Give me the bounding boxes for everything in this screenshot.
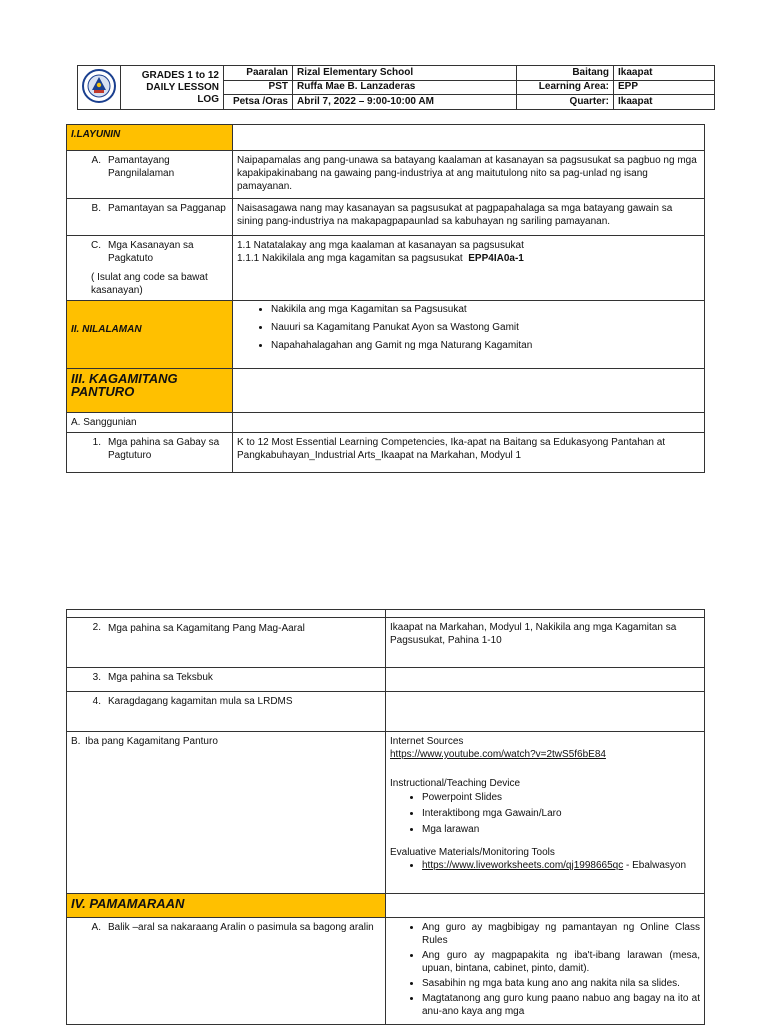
row-3-num: 3.: [92, 672, 101, 683]
list-item: • Interaktibong mga Gawain/Laro: [422, 807, 700, 820]
row-a-content: Naipapamalas ang pang-unawa sa batayang kaalaman at kasanayan sa pagsusukat sa pagbuo ng mga kapakipakinabang na gawaing pang-industriya at ang maitutulong nito sa pag-unlad ng isang pamayanan.: [233, 151, 705, 199]
grades-cell: [121, 66, 224, 110]
row-b-num: B.: [71, 736, 81, 747]
date-label: Petsa /Oras: [224, 95, 293, 110]
row-2-text: Mga pahina sa Kagamitang Pang Mag-Aaral: [108, 623, 305, 634]
school-label: Paaralan: [224, 66, 293, 81]
grade-label: Baitang: [517, 66, 614, 81]
quarter-value: Ikaapat: [614, 95, 715, 110]
lesson-table-1: [66, 124, 705, 473]
list-item: • Powerpoint Slides: [422, 791, 700, 804]
grades-label: GRADES 1 to 12: [141, 69, 219, 81]
row-1-text: Mga pahina sa Gabay sa Pagtuturo: [108, 437, 220, 461]
row-a-content: [386, 918, 705, 1025]
row-3-text: Mga pahina sa Teksbuk: [108, 672, 213, 683]
empty-cell: [386, 894, 705, 918]
list-item: • Magtatanong ang guro kung paano nabuo ang bagay na ito at anu-ano kaya ang mga: [422, 992, 700, 1018]
deped-seal-icon: [81, 68, 117, 104]
list-item: • Napahahalagahan ang Gamit ng mga Naturang Kagamitan: [271, 339, 700, 352]
empty-cell: [386, 610, 705, 618]
eval-label: Evaluative Materials/Monitoring Tools: [390, 847, 555, 858]
row-2-num: 2.: [92, 622, 101, 633]
area-value: EPP: [614, 80, 715, 95]
row-a-label: [67, 918, 386, 1025]
section-nilalaman: II. NILALAMAN: [71, 323, 142, 335]
competency-1-1: [237, 252, 700, 265]
row-a-label: [67, 151, 233, 199]
logo-cell: [78, 66, 121, 110]
section-pamamaraan: IV. PAMAMARAAN: [67, 894, 386, 918]
row-a-num: A.: [91, 155, 101, 166]
empty-cell: [233, 125, 705, 151]
sanggunian-label: A. Sanggunian: [67, 413, 233, 433]
nilalaman-content: [233, 301, 705, 369]
row-4-label: [67, 692, 386, 732]
row-b-text: Pamantayan sa Pagganap: [108, 203, 226, 214]
section-kagamitan: III. KAGAMITANG PANTURO: [67, 369, 233, 413]
row-4-num: 4.: [92, 696, 101, 707]
area-label: Learning Area:: [517, 80, 614, 95]
row-a-text: Balik –aral sa nakaraang Aralin o pasimula sa bagong aralin: [108, 922, 374, 933]
empty-cell: [386, 668, 705, 692]
youtube-link[interactable]: https://www.youtube.com/watch?v=2twS5f6bE84: [390, 749, 606, 760]
school-value: Rizal Elementary School: [293, 66, 517, 81]
list-item: • Mga larawan: [422, 823, 700, 836]
competency-code: EPP4IA0a-1: [468, 253, 524, 264]
row-1-num: 1.: [92, 437, 101, 448]
row-b-label: [67, 732, 386, 894]
quarter-label: Quarter:: [517, 95, 614, 110]
row-2-label: [67, 618, 386, 668]
internet-label: Internet Sources: [390, 736, 464, 747]
grade-value: Ikaapat: [614, 66, 715, 81]
row-c-num: C.: [91, 240, 101, 251]
list-item: • Nakikila ang mga Kagamitan sa Pagsusukat: [271, 303, 700, 316]
list-item: • Ang guro ay magpapakita ng iba't-ibang larawan (mesa, upuan, bintana, cabinet, pinto, damit).: [422, 949, 700, 975]
list-item: • Nauuri sa Kagamitang Panukat Ayon sa Wastong Gamit: [271, 321, 700, 334]
competency-1-1-text: 1.1.1 Nakikilala ang mga kagamitan sa pagsusukat: [237, 253, 463, 264]
row-1-content: K to 12 Most Essential Learning Competencies, Ika-apat na Baitang sa Edukasyong Pantahan at Pangkabuhayan_Industrial Arts_Ikaapat na Markahan, Modyul 1: [233, 433, 705, 473]
row-3-label: [67, 668, 386, 692]
row-c-text: Mga Kasanayan sa Pagkatuto: [108, 240, 194, 264]
date-value: Abril 7, 2022 – 9:00-10:00 AM: [293, 95, 517, 110]
row-c-content: [233, 236, 705, 301]
empty-cell: [386, 692, 705, 732]
liveworksheets-link[interactable]: https://www.liveworksheets.com/qj1998665qc: [422, 860, 624, 871]
row-a-text: Pamantayang Pangnilalaman: [108, 155, 175, 179]
row-c-label: [67, 236, 233, 301]
empty-cell: [233, 413, 705, 433]
section-nilalaman-cell: [67, 301, 233, 369]
dll-label: DAILY LESSON: [146, 81, 219, 93]
itd-label: Instructional/Teaching Device: [390, 778, 521, 789]
list-item: [422, 859, 700, 872]
row-b-text: Iba pang Kagamitang Panturo: [85, 736, 218, 747]
list-item: • Sasabihin ng mga bata kung ano ang nakita nila sa slides.: [422, 977, 700, 990]
eval-suffix: - Ebalwasyon: [623, 860, 687, 871]
row-c-note: ( Isulat ang code sa bawat kasanayan): [91, 272, 208, 296]
row-b-label: [67, 199, 233, 236]
row-1-label: [67, 433, 233, 473]
row-2-content: Ikaapat na Markahan, Modyul 1, Nakikila ang mga Kagamitan sa Pagsusukat, Pahina 1-10: [386, 618, 705, 668]
row-b-content: Naisasagawa nang may kasanayan sa pagsusukat at pagpapahalaga sa mga batayang gawain sa sining pang-industriya na makapagpapaunlad sa kabuhayan ng sariling pamayanan.: [233, 199, 705, 236]
empty-cell: [233, 369, 705, 413]
section-layunin: I.LAYUNIN: [67, 125, 233, 151]
row-a-num: A.: [91, 922, 101, 933]
teacher-value: Ruffa Mae B. Lanzaderas: [293, 80, 517, 95]
list-item: • Ang guro ay magbibigay ng pamantayan ng Online Class Rules: [422, 921, 700, 947]
empty-cell: [67, 610, 386, 618]
header-table: [77, 65, 715, 110]
teacher-label: PST: [224, 80, 293, 95]
competency-1: 1.1 Natatalakay ang mga kaalaman at kasanayan sa pagsusukat: [237, 240, 524, 251]
log-label: LOG: [197, 93, 219, 105]
lesson-table-2: [66, 609, 705, 1025]
row-b-content: [386, 732, 705, 894]
row-b-num: B.: [91, 203, 101, 214]
header: [77, 65, 715, 110]
row-4-text: Karagdagang kagamitan mula sa LRDMS: [108, 696, 293, 707]
